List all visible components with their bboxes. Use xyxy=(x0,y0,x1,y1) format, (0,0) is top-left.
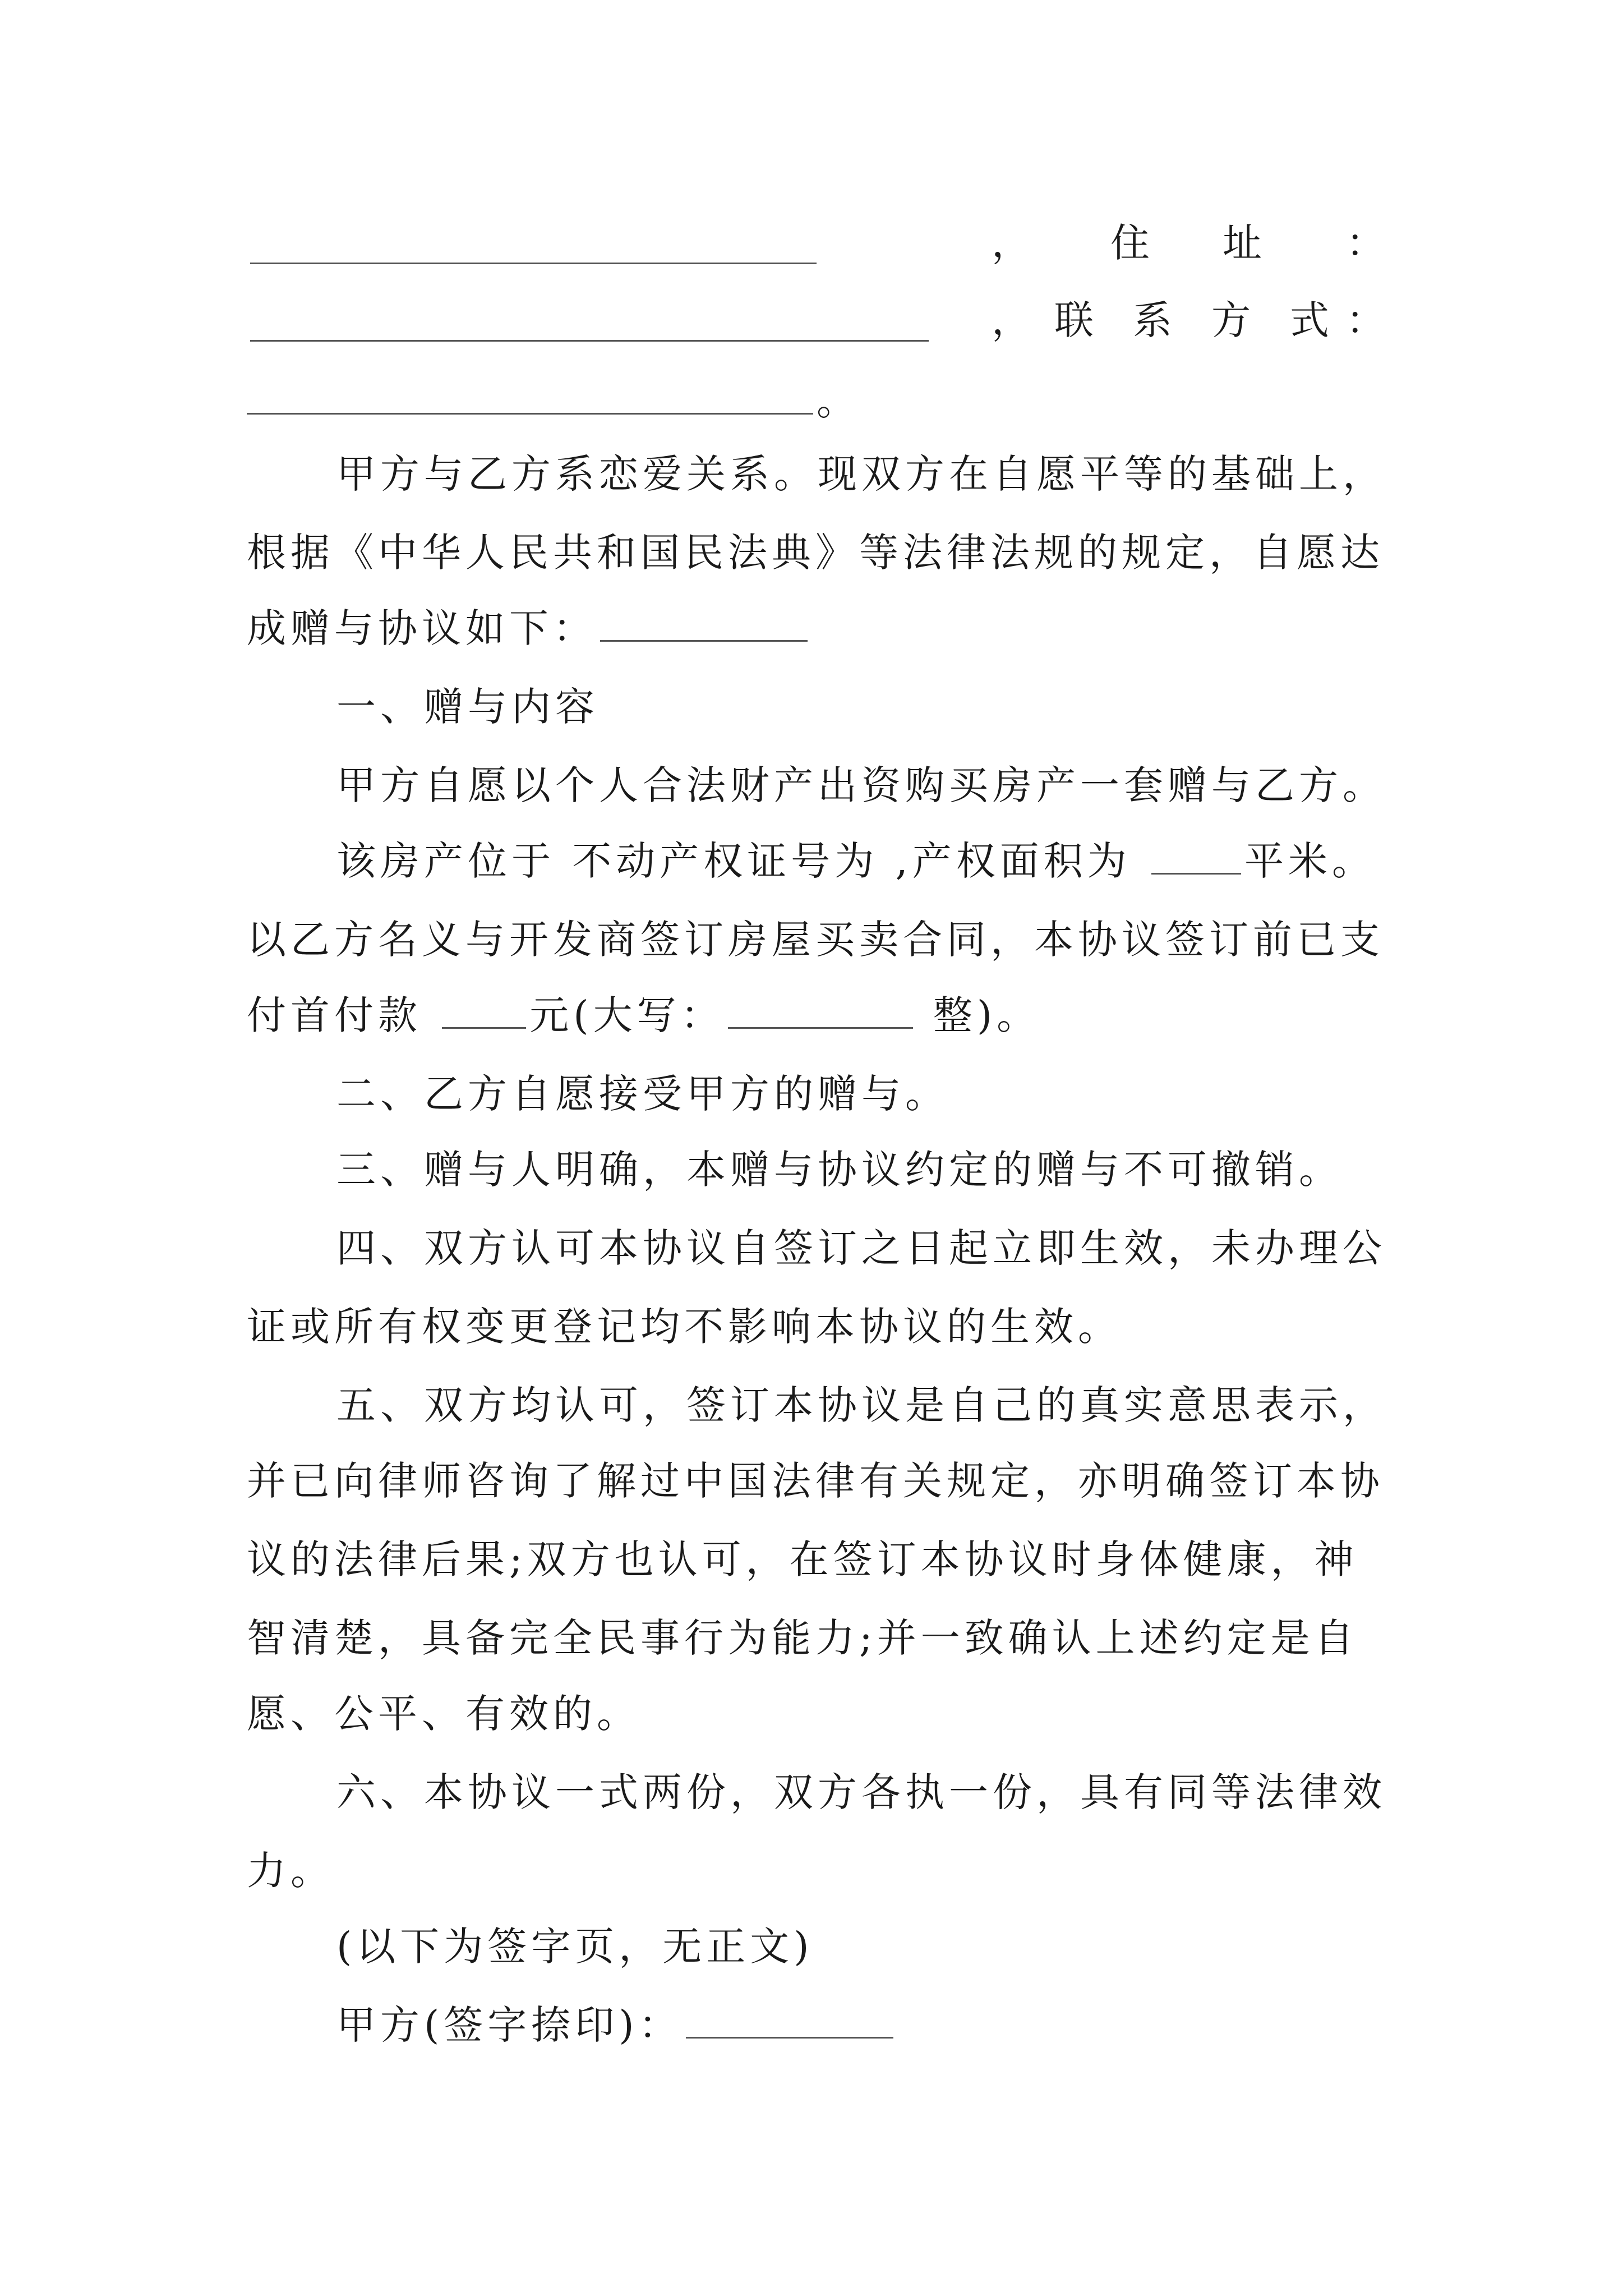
contact-char-4: 式 xyxy=(1290,297,1334,343)
section-5-line-3: 议的法律后果;双方也认可，在签订本协议时身体健康，神 xyxy=(247,1536,1358,1582)
contact-char-3: 方 xyxy=(1211,297,1255,343)
section-5-line-2: 并已向律师咨询了解过中国法律有关规定，亦明确签订本协 xyxy=(247,1458,1384,1504)
colon: ： xyxy=(1346,297,1390,343)
section-1-line-4-b: 元(大写： xyxy=(529,992,725,1038)
signature-note: (以下为签字页，无正文) xyxy=(336,1924,814,1970)
section-1-line-2-text: 该房产位于 不动产权证号为 ,产权面积为 xyxy=(336,838,1149,884)
section-3: 三、赠与人明确，本赠与协议约定的赠与不可撤销。 xyxy=(336,1147,1343,1193)
section-1-line-2 xyxy=(336,825,1391,898)
section-1-line-4 xyxy=(247,979,1391,1052)
intro-blank[interactable] xyxy=(600,601,808,642)
colon: ： xyxy=(1346,220,1390,266)
area-blank[interactable] xyxy=(1151,834,1241,875)
period: 。 xyxy=(817,378,860,424)
section-1-title: 一、赠与内容 xyxy=(336,684,599,730)
comma: ， xyxy=(992,220,1035,266)
signature-party-a-blank[interactable] xyxy=(686,1998,893,2039)
intro-line-2: 根据《中华人民共和国民法典》等法律法规的规定，自愿达 xyxy=(247,530,1384,576)
contact-char-1: 联 xyxy=(1054,297,1098,343)
section-5-line-5: 愿、公平、有效的。 xyxy=(247,1691,640,1737)
down-payment-blank[interactable] xyxy=(442,988,526,1029)
amount-words-blank[interactable] xyxy=(728,988,913,1029)
section-1-line-2-unit: 平米。 xyxy=(1244,838,1376,884)
contact-blank[interactable] xyxy=(247,374,813,415)
comma: ， xyxy=(992,297,1035,343)
name-blank[interactable] xyxy=(250,223,817,264)
address-blank[interactable] xyxy=(250,301,929,342)
section-1-line-4-a: 付首付款 xyxy=(247,992,439,1038)
section-4-line-2: 证或所有权变更登记均不影响本协议的生效。 xyxy=(247,1304,1122,1350)
contact-value-line xyxy=(247,365,1391,438)
address-line xyxy=(247,206,1391,279)
section-2: 二、乙方自愿接受甲方的赠与。 xyxy=(336,1071,949,1117)
section-1-line-1: 甲方自愿以个人合法财产出资购买房产一套赠与乙方。 xyxy=(336,762,1386,808)
section-1-line-3: 以乙方名义与开发商签订房屋买卖合同，本协议签订前已支 xyxy=(247,917,1384,963)
section-6-line-2: 力。 xyxy=(247,1848,334,1894)
section-6-line-1: 六、本协议一式两份，双方各执一份，具有同等法律效 xyxy=(336,1769,1386,1815)
address-char-1: 住 xyxy=(1110,220,1154,266)
section-5-line-4: 智清楚，具备完全民事行为能力;并一致确认上述约定是自 xyxy=(247,1615,1358,1661)
section-5-line-1: 五、双方均认可，签订本协议是自己的真实意思表示， xyxy=(336,1382,1386,1428)
section-1-line-4-c: 整)。 xyxy=(916,992,1041,1038)
intro-line-3-text: 成赠与协议如下： xyxy=(247,605,597,651)
address-char-2: 址 xyxy=(1223,220,1266,266)
signature-party-a-label: 甲方(签字捺印)： xyxy=(336,2002,683,2048)
contact-line xyxy=(247,284,1391,357)
signature-party-a xyxy=(336,1989,1391,2062)
intro-line-1: 甲方与乙方系恋爱关系。现双方在自愿平等的基础上， xyxy=(336,451,1386,497)
section-4-line-1: 四、双方认可本协议自签订之日起立即生效，未办理公 xyxy=(336,1225,1386,1271)
contact-char-2: 系 xyxy=(1133,297,1177,343)
intro-line-3 xyxy=(247,592,1391,665)
